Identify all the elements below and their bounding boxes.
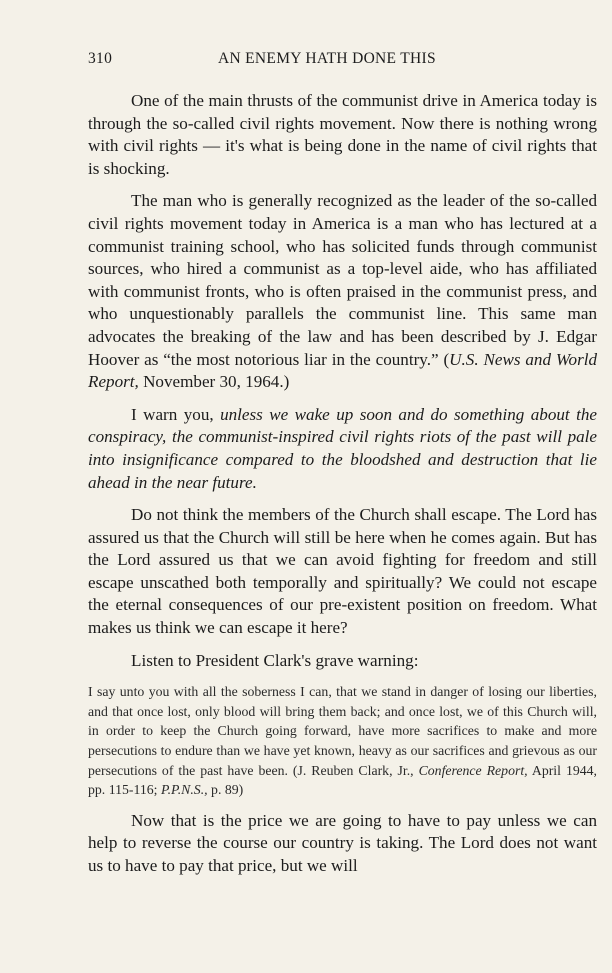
paragraph-3-lead: I warn you, — [131, 404, 221, 424]
citation-italic: U.S. News and World Report, — [88, 349, 598, 392]
paragraph-4: Do not think the members of the Church shall escape. The Lord has assured us that the Church will still be here when he comes again. But has the Lord assured us that we can avoid fighting for freedom and still escape unscathed both temporally and spiritually? We could not escape the eternal consequences of our pre-existent position on freedom. What makes us think we can escape it here? — [88, 505, 597, 638]
quote-cite-italic-2: P.P.N.S., — [160, 782, 208, 798]
quote-cite-italic: Conference Report, — [418, 762, 528, 778]
running-title: AN ENEMY HATH DONE THIS — [218, 50, 436, 67]
page-number: 310 — [88, 50, 113, 67]
paragraph-3-emphasis: unless we wake up soon and do something about the conspiracy, the communist-inspired civil rights riots of the past will pale into insignificance compared to the bloodshed and destruction that lie ahead in the near future. — [88, 404, 597, 492]
quote-text: I say unto you with all the soberness I can, that we stand in danger of losing our liberties, and that once lost, only blood will bring them back; and once lost, we of this Church will, in order to keep the Church going forward, have more sacrifices to make and more persecutions to endure than we have yet known, heavy as our sacrifices and grievous as our persecutions of the past have been. (J. Reuben Clark, Jr., — [88, 684, 597, 778]
paragraph-6: Now that is the price we are going to have to pay unless we can help to reverse the course our country is taking. The Lord does not want us to have to pay that price, but we will — [88, 810, 597, 875]
paragraph-3 — [88, 404, 597, 494]
block-quote — [88, 682, 597, 800]
paragraph-2: The man who is generally recognized as the leader of the so-called civil rights movement today in America is a man who has lectured at a communist training school, who has solicited funds through communist sources, who hired a communist as a top-level aide, who has affiliated with communist fronts, who is often praised in the communist press, and who unquestionably parallels the communist line. This same man advocates the breaking of the law and has been described by J. Edgar Hoover as “the most notorious liar in the country.” (U.S. News and World Report, November 30, 1964.) — [88, 191, 598, 392]
paragraph-1: One of the main thrusts of the communist drive in America today is through the so-called civil rights movement. Now there is nothing wrong with civil rights — it's what is being done in the name of civil rights that is shocking. — [88, 91, 597, 178]
page-body — [88, 90, 597, 888]
paragraph-5: Listen to President Clark's grave warning: — [131, 650, 419, 670]
quote-cite-end: p. 89) — [207, 782, 244, 798]
quote-cite-mid: April 1944, pp. 115-116; — [88, 762, 597, 798]
citation-date: November 30, 1964.) — [138, 372, 290, 392]
paragraph-2-text: The man who is generally recognized as the leader of the so-called civil rights movement today in America is a man who has lectured at a communist training school, who has solicited funds through communist sources, who hired a communist as a top-level aide, who has affiliated with communist fronts, who is often praised in the communist press, and who unquestionably parallels the communist line. This same man advocates the breaking of the law and has been described by J. Edgar Hoover as “the most notorious liar in the country.” — [88, 191, 597, 369]
